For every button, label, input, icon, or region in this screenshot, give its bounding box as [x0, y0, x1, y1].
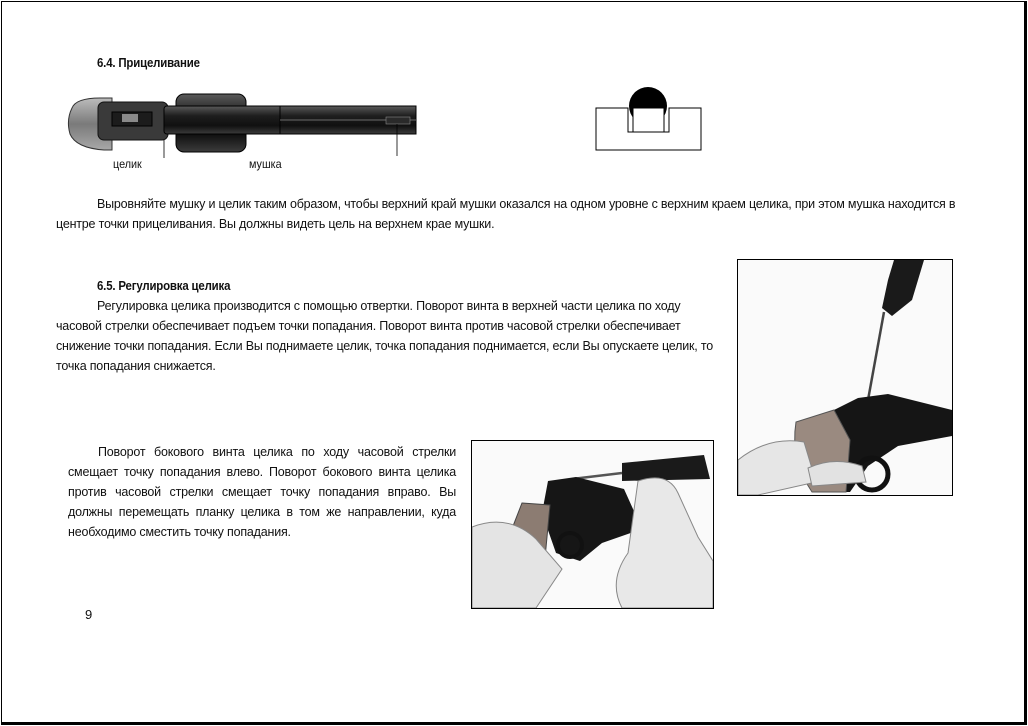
photo-horizontal-adjustment	[471, 440, 714, 609]
photo-vertical-adjustment	[737, 259, 953, 496]
section-heading-aiming: 6.4. Прицеливание	[97, 55, 200, 70]
sight-picture-diagram	[595, 86, 705, 152]
adjustment-paragraph-horizontal: Поворот бокового винта целика по ходу часовой стрелки смещает точку попадания влево. Поворот бокового винта целика против часовой стрелки смещает точку попадания вправо. Вы должны перемещать планку целика в том же направлении, куда необходимо сместить точку попадания.	[68, 445, 456, 539]
adjustment-paragraph-vertical: Регулировка целика производится с помощью отвертки. Поворот винта в верхней части целика по ходу часовой стрелки обеспечивает подъем точки попадания. Поворот винта против часовой стрелки обеспечивает снижение точки попадания. Если Вы поднимаете целик, точка попадания поднимается, если Вы опускаете целик, то точка попадания снижается.	[56, 299, 713, 373]
front-sight-label: мушка	[249, 157, 282, 171]
revolver-top-view-illustration	[64, 90, 424, 160]
aiming-paragraph: Выровняйте мушку и целик таким образом, чтобы верхний край мушки оказался на одном уровне с верхним краем целика, при этом мушка находится в центре точки прицеливания. Вы должны видеть цель на верхнем крае мушки.	[56, 197, 956, 231]
section-heading-adjustment: 6.5. Регулировка целика	[97, 278, 231, 293]
screwdriver-top-adjust-photo	[738, 260, 952, 495]
screwdriver-side-adjust-photo	[472, 441, 713, 608]
page-number: 9	[85, 607, 93, 622]
rear-sight-label: целик	[113, 157, 142, 171]
document-page	[1, 1, 1027, 725]
